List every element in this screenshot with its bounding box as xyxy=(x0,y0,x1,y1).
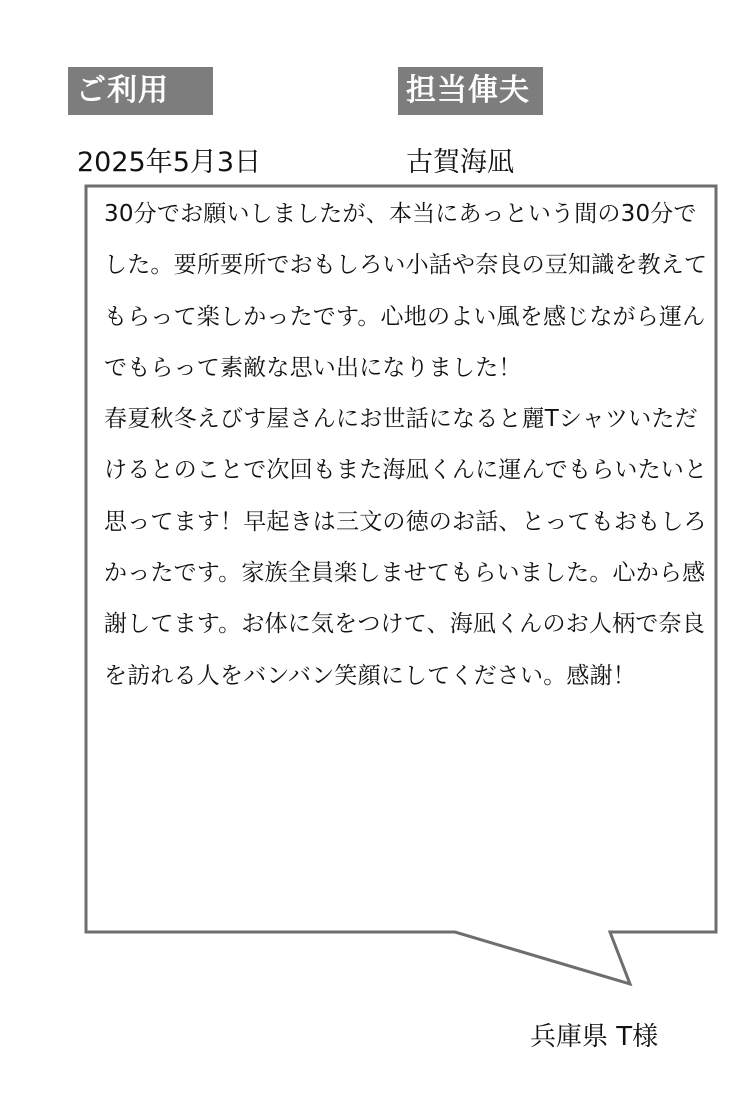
usage-date-value: 2025年5月3日 xyxy=(77,147,262,178)
usage-date-label: ご利用 xyxy=(68,67,213,115)
staff-label: 担当俥夫 xyxy=(398,67,543,115)
review-message: 30分でお願いしましたが、本当にあっという間の30分でした。要所要所でおもしろい小話や奈良の豆知識を教えてもらって楽しかったです。心地のよい風を感じながら運んでもらって素敵な思い出になりました！ 春夏秋冬えびす屋さんにお世話になると麗Tシャツいただけるとのことで次回もまた海凪くんに運んでもらいたいと思ってます！早起きは三文の徳のお話、とってもおもしろかったです。家族全員楽しませてもらいました。心から感謝してます。お体に気をつけて、海凪くんのお人柄で奈良を訪れる人をバンバン笑顔にしてください。感謝！ xyxy=(104,201,708,689)
staff-name-value: 古賀海凪 xyxy=(406,147,514,178)
customer-signature: 兵庫県 T様 xyxy=(530,1022,659,1052)
